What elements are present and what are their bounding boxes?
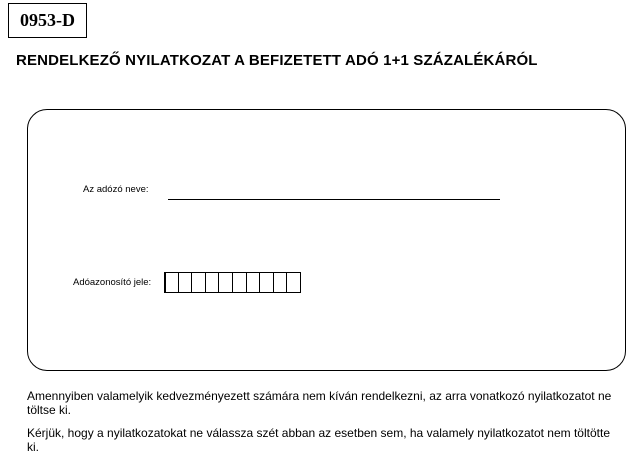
taxpayer-name-field[interactable] [168,199,500,200]
tax-id-digit-box[interactable] [178,273,192,292]
tax-id-digit-box[interactable] [246,273,260,292]
tax-id-field[interactable] [164,272,301,293]
tax-id-digit-box[interactable] [232,273,246,292]
tax-id-digit-box[interactable] [205,273,219,292]
taxpayer-name-label: Az adózó neve: [83,184,149,195]
tax-id-digit-box[interactable] [218,273,232,292]
tax-id-digit-box[interactable] [259,273,273,292]
form-title: RENDELKEZŐ NYILATKOZAT A BEFIZETETT ADÓ 1+1 SZÁZALÉKÁRÓL [16,52,538,69]
tax-id-label: Adóazonosító jele: [73,277,152,288]
tax-id-digit-box[interactable] [286,273,300,292]
tax-id-digit-box[interactable] [164,273,178,292]
taxpayer-info-box [27,109,626,371]
tax-id-digit-box[interactable] [273,273,287,292]
tax-id-digit-box[interactable] [191,273,205,292]
form-code: 0953-D [8,3,87,38]
instruction-note-1: Amennyiben valamelyik kedvezményezett számára nem kíván rendelkezni, az arra vonatkozó nyilatkozatot ne töltse ki. [27,389,612,417]
instruction-note-2: Kérjük, hogy a nyilatkozatokat ne válassza szét abban az esetben sem, ha valamely nyilatkozatot nem töltötte ki. [27,426,610,454]
